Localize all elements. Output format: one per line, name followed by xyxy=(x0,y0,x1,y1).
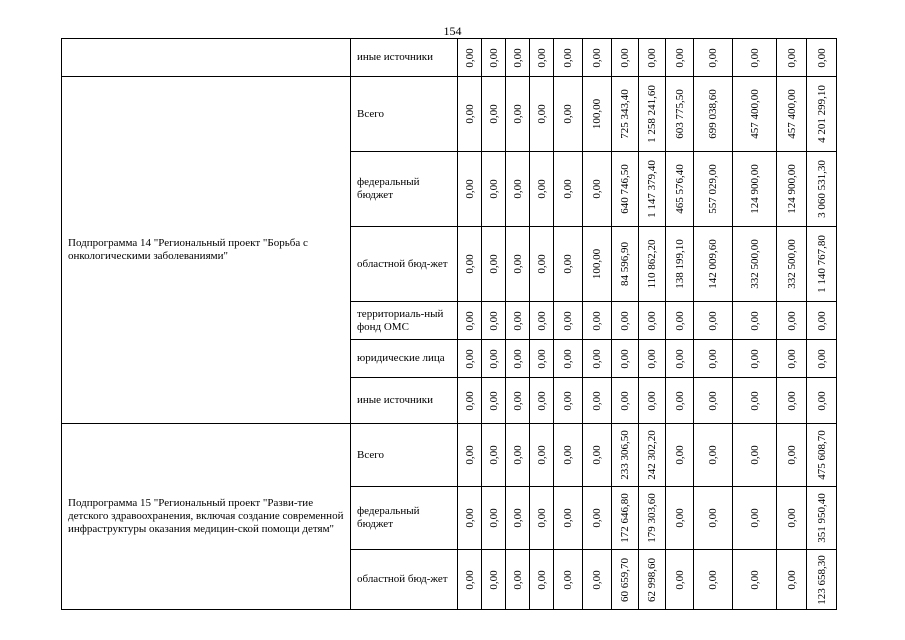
value-cell xyxy=(482,487,506,550)
value-text: 0,00 xyxy=(562,390,574,411)
value-cell xyxy=(807,424,837,487)
value-text: 603 775,50 xyxy=(673,89,686,139)
value-cell xyxy=(807,378,837,424)
value-text: 242 302,20 xyxy=(646,430,658,480)
value-text: 0,00 xyxy=(748,47,761,68)
value-text: 0,00 xyxy=(785,390,798,411)
value-cell xyxy=(530,77,554,152)
funding-source-cell: юридические лица xyxy=(351,340,458,378)
value-cell xyxy=(777,487,807,550)
value-cell xyxy=(506,77,530,152)
value-cell xyxy=(777,424,807,487)
value-cell xyxy=(777,152,807,227)
value-text: 0,00 xyxy=(748,348,761,369)
value-cell xyxy=(694,152,733,227)
value-cell xyxy=(807,302,837,340)
value-cell xyxy=(733,39,777,77)
value-cell xyxy=(583,487,612,550)
value-cell xyxy=(458,550,482,610)
value-cell xyxy=(482,39,506,77)
value-text: 0,00 xyxy=(785,569,798,590)
value-cell xyxy=(733,152,777,227)
value-cell xyxy=(458,77,482,152)
value-text: 0,00 xyxy=(673,390,686,411)
value-text: 0,00 xyxy=(562,310,574,331)
value-text: 62 998,60 xyxy=(646,557,658,602)
value-text: 0,00 xyxy=(511,254,524,274)
funding-source-cell: Всего xyxy=(351,424,458,487)
value-text: 124 900,00 xyxy=(785,164,798,214)
value-cell xyxy=(733,227,777,302)
value-text: 0,00 xyxy=(463,47,476,68)
value-cell xyxy=(612,77,639,152)
value-text: 84 596,90 xyxy=(619,242,631,286)
value-cell xyxy=(666,378,694,424)
funding-source-cell: иные источники xyxy=(351,39,458,77)
value-text: 100,00 xyxy=(591,248,603,280)
value-text: 725 343,40 xyxy=(619,89,631,139)
value-text: 0,00 xyxy=(815,348,828,369)
value-cell xyxy=(506,340,530,378)
value-text: 457 400,00 xyxy=(785,89,798,139)
value-cell xyxy=(583,39,612,77)
value-text: 332 500,00 xyxy=(785,239,798,289)
value-text: 0,00 xyxy=(748,445,761,465)
value-cell xyxy=(807,550,837,610)
value-cell xyxy=(694,424,733,487)
value-cell xyxy=(506,39,530,77)
value-cell xyxy=(612,227,639,302)
value-text: 0,00 xyxy=(619,390,631,411)
value-text: 0,00 xyxy=(511,445,524,465)
value-text: 0,00 xyxy=(591,310,603,331)
value-cell xyxy=(733,487,777,550)
table-row xyxy=(62,39,837,77)
value-cell xyxy=(666,39,694,77)
value-cell xyxy=(583,378,612,424)
value-cell xyxy=(612,378,639,424)
value-cell xyxy=(733,424,777,487)
value-cell xyxy=(583,424,612,487)
value-text: 0,00 xyxy=(785,348,798,369)
value-text: 0,00 xyxy=(463,445,476,465)
value-text: 0,00 xyxy=(535,179,548,199)
value-cell xyxy=(612,424,639,487)
value-text: 3 060 531,30 xyxy=(815,160,828,218)
value-text: 0,00 xyxy=(511,104,524,124)
value-cell xyxy=(666,152,694,227)
value-text: 0,00 xyxy=(535,348,548,369)
funding-source-cell: федеральный бюджет xyxy=(351,487,458,550)
value-cell xyxy=(482,378,506,424)
value-cell xyxy=(639,227,666,302)
value-cell xyxy=(666,302,694,340)
value-cell xyxy=(554,340,583,378)
value-text: 557 029,00 xyxy=(707,164,719,214)
value-cell xyxy=(530,302,554,340)
value-text: 0,00 xyxy=(785,445,798,465)
value-cell xyxy=(807,77,837,152)
value-cell xyxy=(530,39,554,77)
value-cell xyxy=(694,378,733,424)
value-text: 0,00 xyxy=(785,310,798,331)
funding-source-cell: иные источники xyxy=(351,378,458,424)
value-text: 0,00 xyxy=(707,390,719,411)
value-text: 0,00 xyxy=(707,348,719,369)
value-text: 0,00 xyxy=(511,508,524,528)
value-cell xyxy=(583,550,612,610)
value-cell xyxy=(639,77,666,152)
value-cell xyxy=(506,378,530,424)
value-text: 0,00 xyxy=(707,47,719,68)
value-cell xyxy=(482,302,506,340)
value-text: 475 608,70 xyxy=(815,430,828,480)
value-text: 0,00 xyxy=(707,445,719,465)
value-cell xyxy=(506,302,530,340)
value-text: 0,00 xyxy=(673,310,686,331)
value-cell xyxy=(506,424,530,487)
value-cell xyxy=(530,378,554,424)
value-cell xyxy=(666,227,694,302)
value-cell xyxy=(458,424,482,487)
value-cell xyxy=(482,550,506,610)
value-text: 699 038,60 xyxy=(707,89,719,139)
value-text: 0,00 xyxy=(463,390,476,411)
value-cell xyxy=(482,227,506,302)
value-cell xyxy=(554,424,583,487)
funding-source-cell: территориаль-ный фонд ОМС xyxy=(351,302,458,340)
value-text: 0,00 xyxy=(562,104,574,124)
value-text: 0,00 xyxy=(591,179,603,199)
value-cell xyxy=(583,302,612,340)
value-text: 0,00 xyxy=(487,179,500,199)
value-cell xyxy=(506,487,530,550)
value-text: 0,00 xyxy=(487,47,500,68)
program-name-cell: Подпрограмма 15 "Региональный проект "Разви-тие детского здравоохранения, включая создание современной инфраструктуры оказания медицин-ской помощи детям" xyxy=(62,424,351,610)
value-text: 0,00 xyxy=(707,508,719,528)
value-cell xyxy=(777,340,807,378)
value-text: 0,00 xyxy=(562,508,574,528)
value-text: 332 500,00 xyxy=(748,239,761,289)
value-text: 0,00 xyxy=(707,310,719,331)
value-cell xyxy=(733,550,777,610)
value-cell xyxy=(694,487,733,550)
value-cell xyxy=(530,487,554,550)
page-number: 154 xyxy=(443,24,462,38)
value-cell xyxy=(530,227,554,302)
funding-source-cell: Всего xyxy=(351,77,458,152)
table-row xyxy=(62,77,837,152)
value-text: 0,00 xyxy=(487,445,500,465)
value-text: 0,00 xyxy=(591,348,603,369)
value-text: 0,00 xyxy=(646,310,658,331)
value-cell xyxy=(482,340,506,378)
value-text: 0,00 xyxy=(535,569,548,590)
value-cell xyxy=(458,340,482,378)
value-text: 0,00 xyxy=(487,310,500,331)
value-cell xyxy=(612,487,639,550)
value-text: 0,00 xyxy=(591,47,603,68)
value-text: 0,00 xyxy=(748,310,761,331)
value-text: 1 140 767,80 xyxy=(815,235,828,293)
value-cell xyxy=(554,378,583,424)
value-cell xyxy=(777,77,807,152)
value-text: 124 900,00 xyxy=(748,164,761,214)
value-text: 110 862,20 xyxy=(646,239,658,289)
value-text: 0,00 xyxy=(463,569,476,590)
value-cell xyxy=(807,227,837,302)
value-text: 0,00 xyxy=(562,179,574,199)
value-cell xyxy=(458,487,482,550)
value-cell xyxy=(807,487,837,550)
value-text: 0,00 xyxy=(673,47,686,68)
value-cell xyxy=(482,77,506,152)
value-text: 0,00 xyxy=(463,508,476,528)
value-text: 0,00 xyxy=(815,310,828,331)
value-text: 0,00 xyxy=(463,254,476,274)
value-cell xyxy=(554,39,583,77)
value-text: 0,00 xyxy=(673,569,686,590)
value-cell xyxy=(583,340,612,378)
value-cell xyxy=(694,340,733,378)
value-text: 0,00 xyxy=(535,104,548,124)
value-cell xyxy=(733,378,777,424)
value-text: 0,00 xyxy=(785,508,798,528)
value-cell xyxy=(639,487,666,550)
value-cell xyxy=(554,487,583,550)
value-cell xyxy=(554,227,583,302)
value-cell xyxy=(612,39,639,77)
value-text: 0,00 xyxy=(815,47,828,68)
value-cell xyxy=(694,77,733,152)
value-cell xyxy=(612,302,639,340)
value-text: 0,00 xyxy=(535,445,548,465)
value-text: 0,00 xyxy=(487,508,500,528)
value-text: 640 746,50 xyxy=(619,164,631,214)
value-cell xyxy=(458,227,482,302)
value-text: 0,00 xyxy=(619,310,631,331)
value-cell xyxy=(694,39,733,77)
value-cell xyxy=(639,378,666,424)
value-text: 0,00 xyxy=(511,390,524,411)
value-cell xyxy=(458,302,482,340)
value-cell xyxy=(666,550,694,610)
value-text: 0,00 xyxy=(487,254,500,274)
value-cell xyxy=(639,152,666,227)
value-text: 0,00 xyxy=(707,569,719,590)
program-name-cell: Подпрограмма 14 "Региональный проект "Борьба с онкологическими заболеваниями" xyxy=(62,77,351,424)
value-cell xyxy=(530,152,554,227)
value-cell xyxy=(639,550,666,610)
value-cell xyxy=(666,340,694,378)
program-name-cell xyxy=(62,39,351,77)
value-text: 0,00 xyxy=(463,179,476,199)
value-text: 0,00 xyxy=(748,508,761,528)
value-cell xyxy=(666,424,694,487)
value-text: 0,00 xyxy=(511,179,524,199)
value-cell xyxy=(639,424,666,487)
value-cell xyxy=(530,340,554,378)
value-text: 1 258 241,60 xyxy=(646,85,658,143)
value-cell xyxy=(807,340,837,378)
value-cell xyxy=(694,550,733,610)
value-cell xyxy=(733,77,777,152)
table-body xyxy=(62,39,837,610)
value-cell xyxy=(612,152,639,227)
value-text: 465 576,40 xyxy=(673,164,686,214)
value-cell xyxy=(583,227,612,302)
value-text: 0,00 xyxy=(463,348,476,369)
funding-source-cell: областной бюд-жет xyxy=(351,227,458,302)
value-cell xyxy=(639,302,666,340)
value-text: 0,00 xyxy=(619,348,631,369)
value-text: 138 199,10 xyxy=(673,239,686,289)
value-text: 0,00 xyxy=(511,348,524,369)
value-text: 0,00 xyxy=(562,254,574,274)
funding-source-cell: областной бюд-жет xyxy=(351,550,458,610)
value-cell xyxy=(807,39,837,77)
value-text: 0,00 xyxy=(591,508,603,528)
value-cell xyxy=(666,77,694,152)
value-cell xyxy=(482,152,506,227)
value-text: 0,00 xyxy=(562,445,574,465)
value-text: 0,00 xyxy=(591,569,603,590)
value-text: 0,00 xyxy=(591,390,603,411)
value-cell xyxy=(733,340,777,378)
value-text: 0,00 xyxy=(673,348,686,369)
value-text: 0,00 xyxy=(815,390,828,411)
value-cell xyxy=(777,302,807,340)
value-text: 0,00 xyxy=(463,310,476,331)
value-cell xyxy=(583,77,612,152)
value-text: 0,00 xyxy=(646,390,658,411)
value-text: 0,00 xyxy=(673,508,686,528)
value-text: 60 659,70 xyxy=(619,557,631,602)
value-text: 0,00 xyxy=(619,47,631,68)
value-cell xyxy=(733,302,777,340)
value-text: 0,00 xyxy=(535,390,548,411)
value-cell xyxy=(583,152,612,227)
value-text: 351 950,40 xyxy=(815,493,828,543)
value-text: 0,00 xyxy=(511,47,524,68)
value-text: 100,00 xyxy=(591,98,603,130)
value-text: 0,00 xyxy=(463,104,476,124)
value-text: 0,00 xyxy=(511,569,524,590)
value-cell xyxy=(530,550,554,610)
value-text: 0,00 xyxy=(535,508,548,528)
value-cell xyxy=(639,39,666,77)
value-text: 0,00 xyxy=(487,569,500,590)
value-text: 0,00 xyxy=(562,47,574,68)
value-cell xyxy=(612,340,639,378)
value-cell xyxy=(482,424,506,487)
value-text: 123 658,30 xyxy=(815,554,828,605)
value-cell xyxy=(777,550,807,610)
value-text: 0,00 xyxy=(487,348,500,369)
value-cell xyxy=(554,302,583,340)
funding-source-cell: федеральный бюджет xyxy=(351,152,458,227)
table-row xyxy=(62,424,837,487)
value-text: 1 147 379,40 xyxy=(646,160,658,218)
value-text: 0,00 xyxy=(591,445,603,465)
value-text: 4 201 299,10 xyxy=(815,85,828,143)
value-text: 0,00 xyxy=(511,310,524,331)
value-cell xyxy=(807,152,837,227)
value-text: 179 303,60 xyxy=(646,493,658,543)
value-cell xyxy=(506,550,530,610)
value-cell xyxy=(458,378,482,424)
value-cell xyxy=(530,424,554,487)
value-text: 0,00 xyxy=(535,254,548,274)
value-text: 0,00 xyxy=(487,104,500,124)
value-text: 0,00 xyxy=(562,348,574,369)
value-cell xyxy=(639,340,666,378)
value-text: 0,00 xyxy=(748,569,761,590)
value-cell xyxy=(506,152,530,227)
value-text: 0,00 xyxy=(673,445,686,465)
value-text: 0,00 xyxy=(785,47,798,68)
value-cell xyxy=(777,378,807,424)
value-cell xyxy=(458,39,482,77)
value-text: 172 646,80 xyxy=(619,493,631,543)
value-cell xyxy=(694,302,733,340)
value-text: 0,00 xyxy=(487,390,500,411)
value-cell xyxy=(554,550,583,610)
value-text: 0,00 xyxy=(646,348,658,369)
value-text: 0,00 xyxy=(562,569,574,590)
value-text: 457 400,00 xyxy=(748,89,761,139)
value-text: 142 009,60 xyxy=(707,239,719,289)
value-text: 0,00 xyxy=(646,47,658,68)
value-text: 233 306,50 xyxy=(619,430,631,480)
value-text: 0,00 xyxy=(535,310,548,331)
value-cell xyxy=(666,487,694,550)
value-cell xyxy=(458,152,482,227)
value-cell xyxy=(777,39,807,77)
value-cell xyxy=(554,77,583,152)
value-cell xyxy=(777,227,807,302)
value-text: 0,00 xyxy=(535,47,548,68)
value-cell xyxy=(506,227,530,302)
value-cell xyxy=(694,227,733,302)
funding-table xyxy=(61,38,837,610)
value-cell xyxy=(554,152,583,227)
value-cell xyxy=(612,550,639,610)
value-text: 0,00 xyxy=(748,390,761,411)
